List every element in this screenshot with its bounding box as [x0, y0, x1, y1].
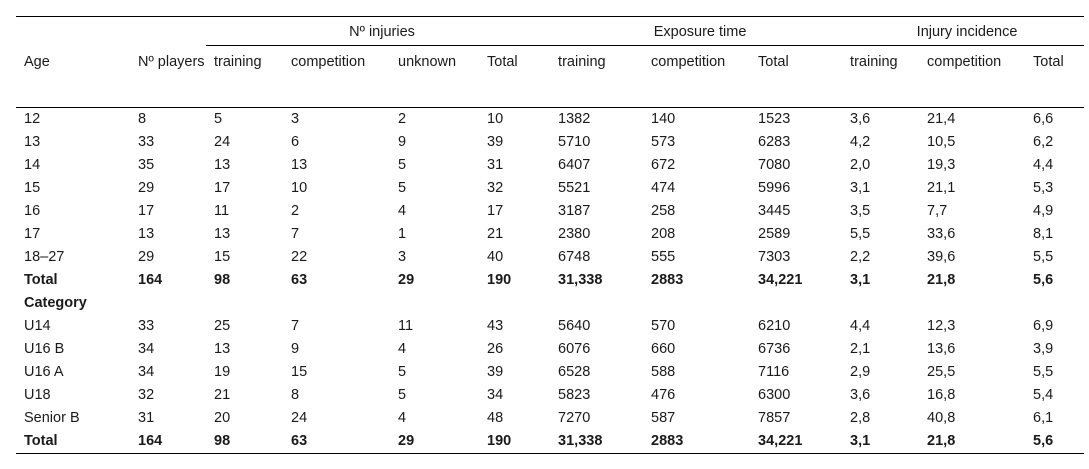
table-row [16, 154, 1084, 177]
table-cell: 2 [291, 203, 300, 219]
table-cell: 29 [398, 272, 415, 288]
table-cell: 5,3 [1033, 180, 1054, 196]
table-cell: 5710 [558, 134, 591, 150]
table-cell: 22 [291, 249, 308, 265]
table-cell: 39 [487, 364, 504, 380]
table-cell: 14 [24, 157, 41, 173]
table-cell: 6283 [758, 134, 791, 150]
table-cell: 5640 [558, 318, 591, 334]
table-cell: 476 [651, 387, 676, 403]
table-row [16, 108, 1084, 132]
table-cell: Senior B [24, 410, 80, 426]
table-cell: 17 [487, 203, 504, 219]
table-cell: 6,2 [1033, 134, 1054, 150]
total-row [16, 269, 1084, 292]
table-cell: 5 [398, 364, 407, 380]
table-cell: 7080 [758, 157, 791, 173]
table-cell: 5 [214, 111, 223, 127]
table-cell: 3 [398, 249, 407, 265]
table-cell: 15 [214, 249, 231, 265]
table-cell: 1382 [558, 111, 591, 127]
table-cell: 31,338 [558, 272, 603, 288]
table-cell: 31,338 [550, 430, 643, 454]
table-cell: 7857 [758, 410, 791, 426]
table-cell: 208 [651, 226, 676, 242]
group-header-row [16, 17, 1084, 46]
table-cell: 31 [487, 157, 504, 173]
table-cell: 672 [651, 157, 676, 173]
col-incidence-competition: competition [919, 46, 1025, 108]
table-cell: 21,8 [919, 430, 1025, 454]
col-exposure-training: training [550, 46, 643, 108]
group-exposure: Exposure time [550, 17, 842, 46]
table-cell: 13 [214, 341, 231, 357]
table-cell: 98 [206, 430, 283, 454]
group-incidence: Injury incidence [842, 17, 1084, 46]
table-cell: 6076 [558, 341, 591, 357]
table-cell: 13,6 [927, 341, 956, 357]
col-injuries-total: Total [479, 46, 550, 108]
table-cell: 10 [291, 180, 308, 196]
table-cell: 3 [291, 111, 300, 127]
table-cell: 35 [138, 157, 155, 173]
table-cell: 16,8 [927, 387, 956, 403]
table-cell: 258 [651, 203, 676, 219]
table-cell: 20 [214, 410, 231, 426]
table-cell: 4,9 [1033, 203, 1054, 219]
table-cell: 3187 [558, 203, 591, 219]
table-cell: U16 A [24, 364, 64, 380]
table-cell: 34 [487, 387, 504, 403]
table-cell: 8 [138, 111, 147, 127]
table-cell: 2 [398, 111, 407, 127]
table-cell: 1523 [758, 111, 791, 127]
table-cell: 5,6 [1033, 272, 1054, 288]
table-cell: 6528 [558, 364, 591, 380]
col-incidence-total: Total [1025, 46, 1084, 108]
table-cell: 34,221 [750, 430, 842, 454]
table-cell: 4,2 [850, 134, 871, 150]
table-cell: 40,8 [927, 410, 956, 426]
table-cell: 13 [214, 157, 231, 173]
table-cell: 164 [138, 272, 163, 288]
table-cell: 19,3 [927, 157, 956, 173]
table-cell: 18–27 [24, 249, 65, 265]
table-cell: 3,6 [850, 387, 871, 403]
table-cell: 39 [487, 134, 504, 150]
table-cell: 63 [283, 430, 390, 454]
table-cell: 9 [398, 134, 407, 150]
table-cell: 4,4 [1033, 157, 1054, 173]
table-cell: 4 [398, 203, 407, 219]
table-cell: 25,5 [927, 364, 956, 380]
table-cell: 6736 [758, 341, 791, 357]
table-cell: 13 [214, 226, 231, 242]
section-row [16, 292, 1084, 315]
table-cell: 3,1 [850, 272, 871, 288]
table-cell: 9 [291, 341, 300, 357]
table-cell: 555 [651, 249, 676, 265]
table-cell: Total [16, 430, 130, 454]
table-cell: 3,9 [1033, 341, 1054, 357]
table-cell: 5996 [758, 180, 791, 196]
table-cell: 140 [651, 111, 676, 127]
table-cell: 34 [138, 364, 155, 380]
table-row [16, 361, 1084, 384]
table-cell: 573 [651, 134, 676, 150]
table-row [16, 315, 1084, 338]
table-cell: 5,5 [1033, 364, 1054, 380]
table-cell: 588 [651, 364, 676, 380]
table-cell: 33 [138, 318, 155, 334]
table-cell: 39,6 [927, 249, 956, 265]
table-row [16, 384, 1084, 407]
table-cell: 17 [138, 203, 155, 219]
table-row [16, 131, 1084, 154]
table-cell: 43 [487, 318, 504, 334]
table-cell: 11 [214, 203, 230, 219]
section-label: Category [24, 295, 87, 311]
table-cell: 6,1 [1033, 410, 1054, 426]
table-cell: 3,6 [850, 111, 871, 127]
table-cell: 34 [138, 341, 155, 357]
table-cell: 13 [291, 157, 308, 173]
group-injuries: Nº injuries [206, 17, 550, 46]
table-cell: Total [24, 272, 58, 288]
table-cell: 7,7 [927, 203, 948, 219]
table-cell: 3,1 [842, 430, 919, 454]
col-exposure-total: Total [750, 46, 842, 108]
table-cell: 11 [398, 318, 414, 334]
table-cell: 32 [487, 180, 504, 196]
table-cell: 474 [651, 180, 676, 196]
table-cell: 33,6 [927, 226, 956, 242]
table-cell: 21,8 [927, 272, 956, 288]
table-cell: 587 [651, 410, 676, 426]
table-cell: 7116 [758, 364, 790, 380]
table-cell: 25 [214, 318, 231, 334]
table-cell: 21 [214, 387, 231, 403]
table-cell: 29 [390, 430, 479, 454]
table-cell: 10,5 [927, 134, 956, 150]
table-cell: 2883 [651, 272, 684, 288]
col-age: Age [16, 46, 130, 108]
table-cell: 29 [138, 249, 155, 265]
table-cell: 98 [214, 272, 231, 288]
table-cell: 6210 [758, 318, 791, 334]
col-exposure-competition: competition [643, 46, 750, 108]
table-cell: 4 [398, 410, 407, 426]
table-row [16, 223, 1084, 246]
col-injuries-unknown: unknown [390, 46, 479, 108]
table-cell: 3445 [758, 203, 791, 219]
total-row [16, 430, 1084, 454]
table-cell: 6 [291, 134, 300, 150]
table-cell: 5 [398, 157, 407, 173]
table-cell: 5 [398, 180, 407, 196]
table-cell: 8 [291, 387, 300, 403]
table-body [16, 108, 1084, 454]
table-cell: 2,0 [850, 157, 871, 173]
table-cell: 6,6 [1033, 111, 1054, 127]
table-cell: 2,2 [850, 249, 871, 265]
injury-table [16, 16, 1084, 454]
table-cell: U14 [24, 318, 51, 334]
col-incidence-training: training [842, 46, 919, 108]
table-cell: 29 [138, 180, 155, 196]
table-cell: 26 [487, 341, 504, 357]
column-header-row [16, 46, 1084, 108]
col-injuries-competition: competition [283, 46, 390, 108]
table-cell: 1 [398, 226, 407, 242]
table-cell: 190 [479, 430, 550, 454]
table-cell: 13 [138, 226, 155, 242]
table-cell: 33 [138, 134, 155, 150]
table-cell: 4,4 [850, 318, 871, 334]
table-cell: 31 [138, 410, 155, 426]
table-row [16, 177, 1084, 200]
table-cell: 15 [291, 364, 308, 380]
table-cell: 660 [651, 341, 676, 357]
table-cell: 24 [214, 134, 231, 150]
table-cell: 2,1 [850, 341, 871, 357]
table-cell: 6748 [558, 249, 591, 265]
table-cell: 570 [651, 318, 676, 334]
table-cell: 6300 [758, 387, 791, 403]
table-cell: 5,5 [1033, 249, 1054, 265]
table-cell: U18 [24, 387, 51, 403]
table-cell: 16 [24, 203, 41, 219]
table-cell: 19 [214, 364, 231, 380]
table-cell: 5521 [558, 180, 591, 196]
table-cell: 21,1 [927, 180, 956, 196]
table-cell: 15 [24, 180, 41, 196]
table-cell: 2380 [558, 226, 591, 242]
table-cell: 4 [398, 341, 407, 357]
table-cell: 17 [24, 226, 41, 242]
table-cell: 2,9 [850, 364, 871, 380]
table-cell: 5,4 [1033, 387, 1054, 403]
table-cell: 48 [487, 410, 504, 426]
table-cell: 7 [291, 226, 300, 242]
table-cell: 3,1 [850, 180, 871, 196]
table-cell: 21 [487, 226, 504, 242]
table-row [16, 407, 1084, 430]
table-cell: 12,3 [927, 318, 956, 334]
table-cell: 24 [291, 410, 308, 426]
table-cell: 7303 [758, 249, 791, 265]
table-cell: 13 [24, 134, 41, 150]
table-cell: 34,221 [758, 272, 803, 288]
table-cell: 12 [24, 111, 41, 127]
table-cell: 32 [138, 387, 155, 403]
table-cell: 6,9 [1033, 318, 1054, 334]
table-row [16, 338, 1084, 361]
table-cell: 21,4 [927, 111, 956, 127]
col-players: Nº players [130, 46, 206, 108]
table-cell: 5,5 [850, 226, 871, 242]
table-row [16, 200, 1084, 223]
table-cell: 63 [291, 272, 308, 288]
table-cell: 5 [398, 387, 407, 403]
table-cell: 5823 [558, 387, 591, 403]
table-cell: 40 [487, 249, 504, 265]
table-cell: 5,6 [1025, 430, 1084, 454]
table-cell: 17 [214, 180, 231, 196]
table-cell: 2589 [758, 226, 791, 242]
table-cell: 6407 [558, 157, 591, 173]
table-cell: 7 [291, 318, 300, 334]
col-injuries-training: training [206, 46, 283, 108]
table-row [16, 246, 1084, 269]
table-cell: 164 [130, 430, 206, 454]
table-cell: 10 [487, 111, 504, 127]
table-cell: 7270 [558, 410, 591, 426]
table-cell: 2,8 [850, 410, 871, 426]
table-cell: 2883 [643, 430, 750, 454]
table-cell: 3,5 [850, 203, 871, 219]
table-cell: 8,1 [1033, 226, 1054, 242]
table-cell: 190 [487, 272, 512, 288]
table-cell: U16 B [24, 341, 65, 357]
